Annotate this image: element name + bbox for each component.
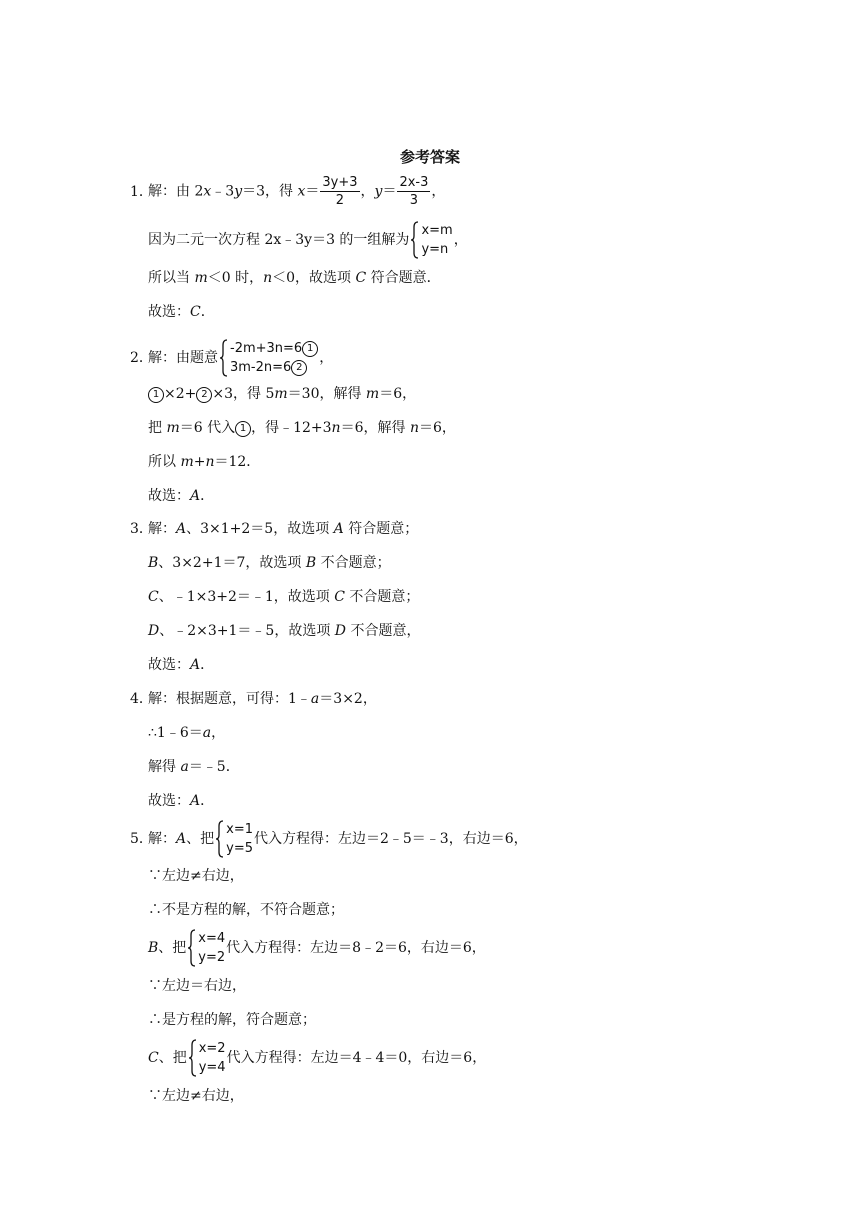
- circled-one-icon: 1: [148, 387, 164, 403]
- text: 、把: [186, 831, 215, 847]
- q2-line-3: [148, 418, 456, 438]
- text: 代入方程得：左边＝2﹣5＝﹣3，右边＝6，: [253, 831, 528, 847]
- var: A: [176, 521, 187, 537]
- left-brace-icon: [219, 339, 228, 377]
- answer: A: [190, 657, 201, 673]
- var: A: [333, 521, 344, 537]
- text: ＝6 代入: [179, 420, 236, 436]
- equation-system: [219, 339, 318, 377]
- equation: -2m+3n=6: [230, 341, 303, 356]
- text: 、把: [158, 940, 187, 956]
- q3-line-1: [130, 519, 418, 539]
- text: 解得: [148, 759, 181, 775]
- text: ∴是方程的解，符合题意；: [148, 1012, 316, 1028]
- fraction-x: [320, 174, 359, 209]
- q5-line-8: [148, 1086, 244, 1106]
- text: ，: [319, 350, 334, 366]
- equation-row: [230, 339, 318, 358]
- text: ＝6，解得: [340, 420, 410, 436]
- q5-line-1: [130, 820, 528, 858]
- text: ∵左边≠右边，: [148, 868, 244, 884]
- equation-row: y=5: [226, 841, 253, 856]
- equation-row: x=4: [198, 931, 226, 946]
- var: a: [310, 691, 320, 707]
- q4-number: 4．: [130, 691, 153, 707]
- equation: 3m-2n=6: [230, 360, 292, 375]
- equation-system: [410, 221, 452, 259]
- text: ．: [200, 488, 215, 504]
- equation-row: x=1: [226, 822, 253, 837]
- q3-line-4: [148, 621, 420, 641]
- text: ，: [431, 183, 446, 200]
- text: ＝12．: [214, 454, 261, 470]
- var: n: [331, 420, 341, 436]
- numerator: 2x-3: [399, 175, 429, 190]
- text: 解：: [148, 521, 176, 537]
- text: 、3×1+2＝5，故选项: [186, 521, 334, 537]
- text: 代入方程得：左边＝4﹣4＝0，右边＝6，: [226, 1050, 487, 1066]
- var: m: [274, 386, 288, 402]
- left-brace-icon: [188, 1039, 197, 1077]
- text: 、把: [158, 1050, 187, 1066]
- text: ＝30，解得: [287, 386, 366, 402]
- var: y: [374, 183, 383, 200]
- q5-line-4: [148, 929, 486, 967]
- var: y: [234, 183, 243, 200]
- circled-one-icon: 1: [302, 341, 318, 357]
- var: D: [148, 623, 160, 639]
- text: ∵左边＝右边，: [148, 978, 246, 994]
- text: ，: [211, 725, 226, 741]
- text: 、3×2+1＝7，故选项: [158, 555, 306, 571]
- answer: A: [190, 793, 201, 809]
- text: ．: [200, 657, 215, 673]
- q1-number: 1．: [130, 183, 153, 200]
- var: n: [409, 420, 419, 436]
- text: ＝: [305, 183, 320, 200]
- q5-line-6: [148, 1010, 316, 1030]
- q3-answer: [148, 655, 214, 675]
- circled-two-icon: 2: [291, 360, 307, 376]
- var: m: [194, 270, 208, 286]
- q1-line-1: [130, 174, 445, 209]
- text: 故选：: [148, 793, 190, 809]
- text: ．: [200, 304, 215, 320]
- q5-line-3: [148, 900, 344, 920]
- var: x: [203, 183, 212, 200]
- text: 符合题意；: [343, 521, 419, 537]
- text: 、﹣2×3+1＝﹣5，故选项: [159, 623, 335, 639]
- equation-row: y=2: [198, 950, 226, 965]
- var: C: [355, 270, 367, 286]
- text: ∴1﹣6＝: [148, 725, 203, 741]
- var: C: [148, 1050, 159, 1066]
- text: 不合题意；: [344, 589, 420, 605]
- text: ＝﹣5．: [188, 759, 240, 775]
- text: 解：: [148, 831, 176, 847]
- q2-line-1: [130, 339, 333, 377]
- text: ×2+: [164, 386, 197, 402]
- var: D: [334, 623, 347, 639]
- fraction-y: [397, 174, 430, 209]
- equation-row: x=m: [421, 223, 453, 238]
- q3-number: 3．: [130, 521, 153, 537]
- var: B: [148, 555, 159, 571]
- q1-line-2: [148, 221, 468, 259]
- q1-answer: [148, 302, 215, 322]
- circled-one-icon: 1: [235, 421, 251, 437]
- q2-line-4: [148, 452, 260, 472]
- answer: C: [190, 304, 201, 320]
- text: ﹣3: [211, 183, 235, 200]
- q2-line-2: [148, 384, 416, 404]
- text: 解：根据题意，可得：1﹣: [148, 691, 311, 707]
- text: 因为二元一次方程 2x﹣3y＝3 的一组解为: [148, 232, 410, 248]
- var: m+n: [180, 454, 215, 470]
- text: ＝3，得: [242, 183, 298, 200]
- var: m: [166, 420, 180, 436]
- text: ，: [360, 183, 375, 200]
- text: ∵左边≠右边，: [148, 1088, 244, 1104]
- q5-number: 5．: [130, 831, 153, 847]
- text: 故选：: [148, 488, 190, 504]
- q4-answer: [148, 791, 214, 811]
- var: x: [297, 183, 306, 200]
- denominator: 3: [409, 193, 419, 208]
- q3-line-3: [148, 587, 419, 607]
- var: a: [202, 725, 212, 741]
- var: B: [305, 555, 317, 571]
- equation-system: [187, 929, 225, 967]
- var: A: [176, 831, 187, 847]
- text: ，得﹣12+3: [251, 420, 332, 436]
- equation-system: [188, 1039, 226, 1077]
- var: m: [365, 386, 380, 402]
- text: ＜0 时，: [207, 270, 264, 286]
- text: ＜0，故选项: [272, 270, 356, 286]
- text: ，: [453, 232, 468, 248]
- equation-system: [215, 820, 253, 858]
- q3-line-2: [148, 553, 391, 573]
- text: 所以: [148, 454, 181, 470]
- q5-line-7: [148, 1039, 486, 1077]
- text: ＝6，: [379, 386, 417, 402]
- text: ＝6，: [418, 420, 456, 436]
- equation-row: y=4: [198, 1060, 226, 1075]
- q4-line-2: [148, 723, 225, 743]
- answer: A: [190, 488, 201, 504]
- q1-line-3: [148, 268, 441, 288]
- text: 故选：: [148, 304, 190, 320]
- text: ∴不是方程的解，不符合题意；: [148, 902, 344, 918]
- q4-line-3: [148, 757, 240, 777]
- text: 所以当: [148, 270, 195, 286]
- q4-line-1: [130, 689, 377, 709]
- var: C: [148, 589, 159, 605]
- text: 解：由 2: [148, 183, 204, 200]
- var: n: [263, 270, 273, 286]
- left-brace-icon: [410, 221, 419, 259]
- q2-number: 2．: [130, 350, 153, 366]
- equation-row: y=n: [421, 242, 449, 257]
- var: C: [334, 589, 345, 605]
- numerator: 3y+3: [322, 175, 358, 190]
- text: ＝3×2，: [319, 691, 377, 707]
- equation-row: [230, 358, 318, 377]
- q5-line-5: [148, 976, 246, 996]
- equation-row: x=2: [198, 1041, 226, 1056]
- text: 不合题意，: [346, 623, 421, 639]
- text: ＝: [382, 183, 397, 200]
- text: 故选：: [148, 657, 190, 673]
- circled-two-icon: 2: [196, 387, 212, 403]
- var: a: [180, 759, 189, 775]
- text: ×3，得 5: [212, 386, 275, 402]
- denominator: 2: [335, 193, 345, 208]
- text: 把: [148, 420, 167, 436]
- text: 不合题意；: [316, 555, 391, 571]
- q5-line-2: [148, 866, 244, 886]
- text: 解：由题意: [148, 350, 218, 366]
- left-brace-icon: [187, 929, 196, 967]
- page-title: 参考答案: [399, 148, 460, 166]
- text: 代入方程得：左边＝8﹣2＝6，右边＝6，: [226, 940, 486, 956]
- text: 、﹣1×3+2＝﹣1，故选项: [158, 589, 335, 605]
- text: 符合题意．: [366, 270, 441, 286]
- q2-answer: [148, 486, 214, 506]
- text: ．: [200, 793, 215, 809]
- var: B: [148, 940, 159, 956]
- left-brace-icon: [215, 820, 224, 858]
